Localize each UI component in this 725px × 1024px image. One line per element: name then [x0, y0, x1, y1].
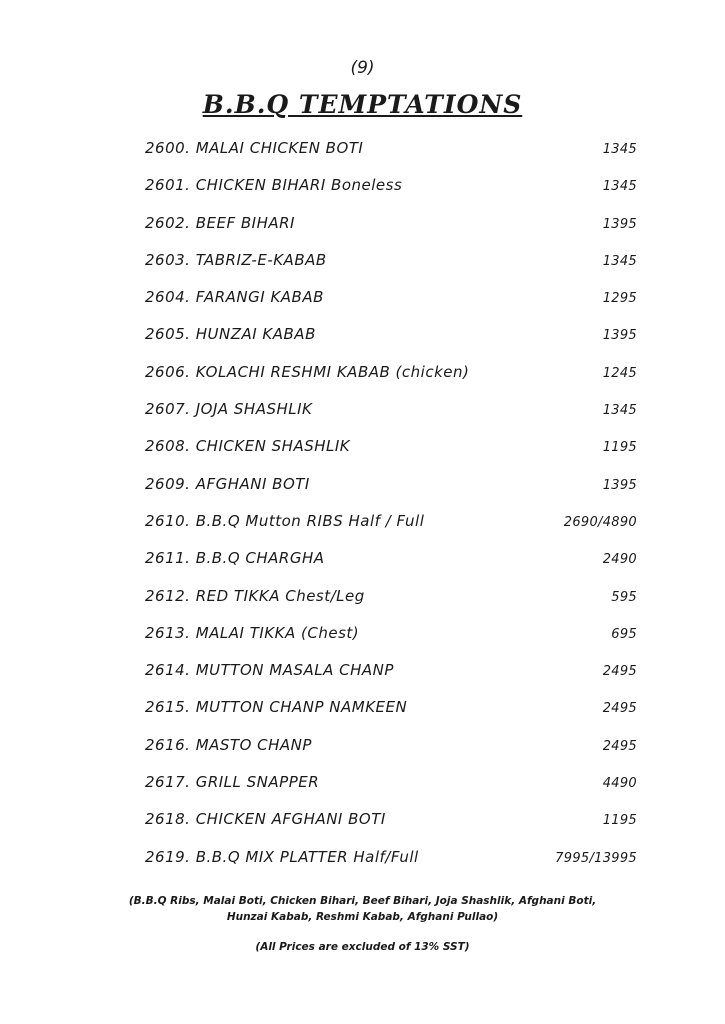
- menu-item: [145, 400, 637, 437]
- menu-item: [145, 773, 637, 810]
- menu-item-price: 1345: [602, 179, 637, 195]
- menu-item-price: 1195: [602, 440, 637, 456]
- platter-note-line: Hunzai Kabab, Reshmi Kabab, Afghani Pullao): [226, 911, 499, 923]
- menu-item-price: 1345: [602, 253, 637, 269]
- menu-item-name: 2606. KOLACHI RESHMI KABAB (chicken): [145, 362, 470, 381]
- menu-item: [145, 512, 637, 549]
- menu-item: [145, 214, 637, 251]
- menu-item-name: 2601. CHICKEN BIHARI Boneless: [145, 176, 403, 195]
- menu-item: [145, 251, 637, 288]
- menu-item-name: 2619. B.B.Q MIX PLATTER Half/Full: [145, 847, 419, 866]
- menu-item: [145, 176, 637, 213]
- menu-item-price: 2490: [602, 552, 637, 568]
- menu-item-price: 1245: [602, 365, 637, 381]
- menu-item-name: 2615. MUTTON CHANP NAMKEEN: [145, 698, 408, 717]
- menu-item-price: 2690/4890: [563, 514, 637, 530]
- menu-item-name: 2617. GRILL SNAPPER: [145, 773, 320, 792]
- menu-item-price: 1345: [602, 142, 637, 157]
- menu-item: [145, 363, 637, 400]
- menu-item-name: 2611. B.B.Q CHARGHA: [145, 549, 325, 568]
- menu-item-name: 2608. CHICKEN SHASHLIK: [145, 437, 351, 456]
- menu-item-name: 2604. FARANGI KABAB: [145, 288, 324, 307]
- menu-item: [145, 139, 637, 176]
- menu-item-price: 695: [611, 626, 637, 642]
- menu-item-name: 2610. B.B.Q Mutton RIBS Half / Full: [145, 511, 425, 530]
- page-title: B.B.Q TEMPTATIONS: [202, 90, 523, 119]
- menu-item: [145, 736, 637, 773]
- menu-item-name: 2612. RED TIKKA Chest/Leg: [145, 586, 365, 605]
- menu-item-price: 7995/13995: [555, 850, 637, 866]
- menu-item-name: 2613. MALAI TIKKA (Chest): [145, 623, 360, 642]
- platter-note-line: (B.B.Q Ribs, Malai Boti, Chicken Bihari, Beef Bihari, Joja Shashlik, Afghani Boti,: [128, 895, 597, 907]
- menu-item-price: 1345: [602, 403, 637, 419]
- menu-item: [145, 288, 637, 325]
- menu-item-name: 2605. HUNZAI KABAB: [145, 325, 316, 344]
- menu-item: [145, 698, 637, 735]
- menu-item-name: 2618. CHICKEN AFGHANI BOTI: [145, 810, 386, 829]
- menu-item-name: 2602. BEEF BIHARI: [145, 213, 295, 232]
- menu-list: [145, 139, 637, 885]
- menu-item-price: 1395: [602, 216, 637, 232]
- menu-item: [145, 475, 637, 512]
- menu-item-price: 4490: [602, 776, 637, 792]
- menu-item-name: 2616. MASTO CHANP: [145, 735, 312, 754]
- menu-item: [145, 549, 637, 586]
- menu-item-price: 1395: [602, 477, 637, 493]
- menu-item-name: 2603. TABRIZ-E-KABAB: [145, 250, 327, 269]
- menu-item: [145, 325, 637, 362]
- menu-item: [145, 848, 637, 885]
- page-number: (9): [350, 58, 375, 78]
- menu-item-name: 2609. AFGHANI BOTI: [145, 474, 310, 493]
- platter-note: [0, 893, 725, 925]
- menu-item-price: 2495: [602, 664, 637, 680]
- menu-item: [145, 624, 637, 661]
- menu-item-price: 1195: [602, 813, 637, 829]
- tax-note: (All Prices are excluded of 13% SST): [255, 941, 470, 953]
- menu-item: [145, 437, 637, 474]
- menu-item-price: 595: [611, 589, 637, 605]
- menu-item: [145, 661, 637, 698]
- menu-item-name: 2607. JOJA SHASHLIK: [145, 400, 313, 419]
- menu-item-name: 2614. MUTTON MASALA CHANP: [145, 661, 394, 680]
- menu-item: [145, 810, 637, 847]
- menu-item-price: 1395: [602, 328, 637, 344]
- menu-item-name: 2600. MALAI CHICKEN BOTI: [145, 139, 364, 157]
- menu-item-price: 2495: [602, 701, 637, 717]
- menu-item-price: 1295: [602, 291, 637, 307]
- menu-item-price: 2495: [602, 738, 637, 754]
- menu-item: [145, 587, 637, 624]
